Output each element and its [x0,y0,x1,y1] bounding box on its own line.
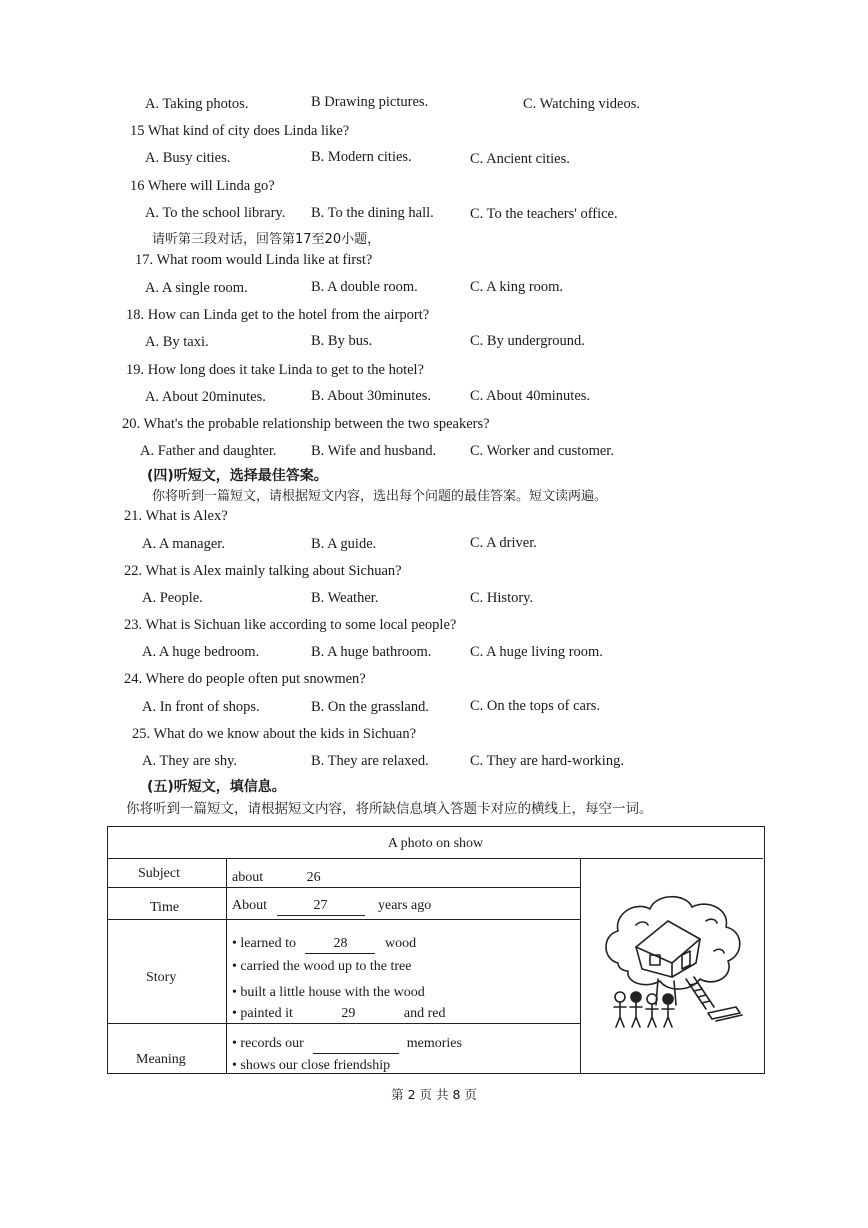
time-content [232,897,431,916]
q15-question: 15 What kind of city does Linda like? [130,123,350,139]
table-divider [580,858,581,1073]
q20-option-a: A. Father and daughter. [140,443,277,459]
q17-question: 17. What room would Linda like at first? [135,252,373,268]
q22-option-c: C. History. [470,590,534,606]
story-item-1 [232,935,416,954]
q17-option-c: C. A king room. [470,279,564,295]
q18-question: 18. How can Linda get to the hotel from the airport? [126,307,430,323]
q14-option-b: B Drawing pictures. [311,94,429,110]
q24-option-b: B. On the grassland. [311,699,429,715]
section3-instruction: 请听第三段对话，回答第17至20小题， [152,232,381,247]
story-item-3: • built a little house with the wood [232,985,425,1000]
story-label: Story [146,970,177,985]
q19-option-b: B. About 30minutes. [311,388,432,404]
q18-option-a: A. By taxi. [145,334,209,350]
q25-option-b: B. They are relaxed. [311,753,429,769]
q19-question: 19. How long does it take Linda to get to the hotel? [126,362,424,378]
q16-option-b: B. To the dining hall. [311,205,434,221]
q23-option-a: A. A huge bedroom. [142,644,260,660]
time-label: Time [150,900,180,915]
story-item-4 [232,1005,445,1024]
q22-question: 22. What is Alex mainly talking about Sichuan? [124,563,402,579]
q22-option-a: A. People. [142,590,203,606]
time-prefix: About [232,898,267,913]
section5-heading: (五)听短文，填信息。 [147,779,286,795]
q24-option-a: A. In front of shops. [142,699,260,715]
blank-28: 28 [305,935,375,954]
q17-option-b: B. A double room. [311,279,418,295]
section4-heading: (四)听短文，选择最佳答案。 [147,468,328,484]
q22-option-b: B. Weather. [311,590,379,606]
page-footer: 第 2 页 共 8 页 [391,1087,477,1102]
subject-prefix: about [232,870,264,885]
story-item-4-suffix: and red [403,1006,446,1021]
q24-question: 24. Where do people often put snowmen? [124,671,366,687]
q19-option-c: C. About 40minutes. [470,388,591,404]
subject-label: Subject [138,866,180,881]
time-suffix: years ago [378,898,432,913]
story-item-2: • carried the wood up to the tree [232,959,412,974]
q14-option-a: A. Taking photos. [145,96,249,112]
blank-30 [313,1035,399,1054]
blank-26: 26 [273,869,355,888]
q20-option-b: B. Wife and husband. [311,443,437,459]
q25-option-a: A. They are shy. [142,753,238,769]
q21-option-b: B. A guide. [311,536,377,552]
q14-option-c: C. Watching videos. [523,96,640,112]
q25-question: 25. What do we know about the kids in Sichuan? [132,726,417,742]
table-title: A photo on show [387,836,484,851]
table-divider [226,858,227,1073]
q21-question: 21. What is Alex? [124,508,228,524]
q16-option-c: C. To the teachers' office. [470,206,618,222]
q25-option-c: C. They are hard-working. [470,753,624,769]
q20-option-c: C. Worker and customer. [470,443,614,459]
q23-option-c: C. A huge living room. [470,644,603,660]
q23-option-b: B. A huge bathroom. [311,644,432,660]
q21-option-a: A. A manager. [142,536,225,552]
story-item-1-prefix: • learned to [232,936,296,951]
meaning-item-2: • shows our close friendship [232,1058,391,1073]
q17-option-a: A. A single room. [145,280,248,296]
q20-question: 20. What's the probable relationship between the two speakers? [122,416,490,432]
info-table [107,826,765,1074]
meaning-item-1 [232,1035,462,1054]
q16-question: 16 Where will Linda go? [130,178,275,194]
section5-instruction: 你将听到一篇短文，请根据短文内容，将所缺信息填入答题卡对应的横线上，每空一词。 [126,801,653,817]
q18-option-b: B. By bus. [311,333,373,349]
q15-option-b: B. Modern cities. [311,149,412,165]
subject-content [232,869,355,888]
q19-option-a: A. About 20minutes. [145,389,266,405]
q16-option-a: A. To the school library. [145,205,286,221]
q15-option-c: C. Ancient cities. [470,151,570,167]
story-item-4-prefix: • painted it [232,1006,293,1021]
q24-option-c: C. On the tops of cars. [470,698,601,714]
meaning-item-1-prefix: • records our [232,1036,304,1051]
q18-option-c: C. By underground. [470,333,585,349]
section4-instruction: 你将听到一篇短文，请根据短文内容，选出每个问题的最佳答案。短文读两遍。 [152,489,608,504]
q23-question: 23. What is Sichuan like according to some local people? [124,617,457,633]
table-divider [108,919,580,920]
meaning-label: Meaning [136,1052,186,1067]
story-item-1-suffix: wood [384,936,417,951]
table-divider [108,858,763,859]
blank-27: 27 [277,897,365,916]
blank-29: 29 [300,1005,396,1024]
q21-option-c: C. A driver. [470,535,537,551]
tree-canopy [606,897,740,989]
q15-option-a: A. Busy cities. [145,150,231,166]
treehouse-illustration [596,885,752,1035]
meaning-item-1-suffix: memories [406,1036,462,1051]
